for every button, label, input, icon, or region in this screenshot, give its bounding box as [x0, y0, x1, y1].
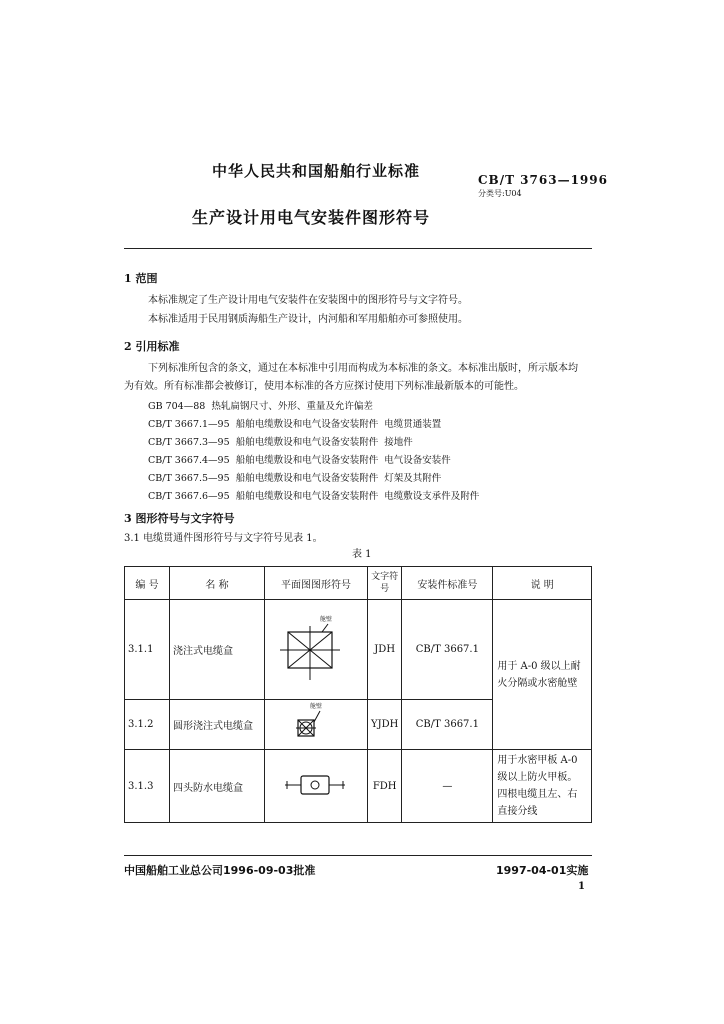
row-code: YJDH	[368, 700, 402, 750]
section-2-line-1: 下列标准所包含的条文，通过在本标准中引用而构成为本标准的条文。本标准出版时，所示版本均	[148, 363, 578, 374]
reference-title: 船舶电缆敷设和电气设备安装附件	[235, 455, 379, 466]
reference-code: CB/T 3667.1—95	[148, 419, 230, 430]
row-code: JDH	[368, 600, 402, 700]
symbol-label: 舱壁	[320, 616, 333, 623]
section-1-heading: 1 范围	[124, 272, 158, 285]
header-no: 编 号	[125, 567, 170, 600]
row-name: 圆形浇注式电缆盒	[170, 700, 265, 750]
approval-line: 中国船舶工业总公司1996-09-03批准	[124, 864, 316, 877]
reference-item	[148, 488, 479, 502]
row-symbol	[265, 600, 368, 700]
section-3-heading: 3 图形符号与文字符号	[124, 512, 235, 525]
reference-title: 船舶电缆敷设和电气设备安装附件	[235, 491, 379, 502]
row-std: CB/T 3667.1	[402, 700, 493, 750]
reference-subtitle: 电缆贯通装置	[384, 419, 442, 430]
symbol-label: 舱壁	[310, 703, 323, 710]
footer-divider	[124, 855, 592, 856]
row-code: FDH	[368, 750, 402, 823]
row-std: CB/T 3667.1	[402, 600, 493, 700]
row-symbol	[265, 750, 368, 823]
table-row	[125, 750, 592, 823]
reference-item	[148, 416, 441, 430]
section-3-1-text: 3.1 电缆贯通件图形符号与文字符号见表 1。	[124, 533, 323, 544]
standard-code: CB/T 3763—1996	[478, 173, 608, 187]
implementation-date: 1997-04-01实施	[496, 864, 589, 877]
table-caption: 表 1	[352, 549, 372, 560]
reference-subtitle: 电气设备安装件	[384, 455, 451, 466]
document-title: 生产设计用电气安装件图形符号	[192, 208, 431, 227]
reference-subtitle: 接地件	[384, 437, 413, 448]
reference-title: 船舶电缆敷设和电气设备安装附件	[235, 473, 379, 484]
reference-item	[148, 452, 451, 466]
row-symbol	[265, 700, 368, 750]
row-desc	[493, 750, 592, 823]
cable-box-symbol-icon	[272, 610, 360, 686]
waterproof-cable-box-symbol-icon	[281, 770, 351, 800]
reference-title: 船舶电缆敷设和电气设备安装附件	[235, 437, 379, 448]
reference-code: CB/T 3667.4—95	[148, 455, 230, 466]
reference-code: GB 704—88	[148, 401, 206, 412]
row-no: 3.1.2	[125, 700, 170, 750]
page-number: 1	[578, 881, 585, 892]
header-code: 文字符号	[368, 567, 402, 600]
classification-code: 分类号:U04	[478, 189, 522, 198]
reference-item	[148, 398, 373, 412]
row-no: 3.1.1	[125, 600, 170, 700]
section-2-line-2: 为有效。所有标准都会被修订，使用本标准的各方应探讨使用下列标准最新版本的可能性。	[124, 381, 524, 392]
section-2-heading: 2 引用标准	[124, 340, 180, 353]
header-divider	[124, 248, 592, 249]
row-std: —	[402, 750, 493, 823]
header-desc: 说 明	[493, 567, 592, 600]
row-desc-line-2: 四根电缆且左、右直接分线	[497, 789, 578, 817]
reference-code: CB/T 3667.3—95	[148, 437, 230, 448]
symbol-table	[124, 566, 592, 823]
standard-org-title: 中华人民共和国船舶行业标准	[212, 162, 421, 180]
reference-code: CB/T 3667.6—95	[148, 491, 230, 502]
section-1-line-1: 本标准规定了生产设计用电气安装件在安装图中的图形符号与文字符号。	[148, 295, 468, 306]
reference-subtitle: 电缆敷设支承件及附件	[384, 491, 480, 502]
header-symbol: 平面图图形符号	[265, 567, 368, 600]
header-std: 安装件标准号	[402, 567, 493, 600]
header-name: 名 称	[170, 567, 265, 600]
section-1-line-2: 本标准适用于民用钢质海船生产设计，内河船和军用船舶亦可参照使用。	[148, 314, 468, 325]
round-cable-box-symbol-icon	[286, 700, 346, 746]
row-name: 四头防水电缆盒	[170, 750, 265, 823]
reference-subtitle: 灯架及其附件	[384, 473, 442, 484]
reference-code: CB/T 3667.5—95	[148, 473, 230, 484]
row-desc-shared: 用于 A-0 级以上耐火分隔或水密舱壁	[493, 600, 592, 750]
reference-title: 船舶电缆敷设和电气设备安装附件	[235, 419, 379, 430]
table-row	[125, 600, 592, 700]
reference-item	[148, 470, 441, 484]
table-header-row	[125, 567, 592, 600]
reference-title: 热轧扁钢尺寸、外形、重量及允许偏差	[211, 401, 373, 412]
row-no: 3.1.3	[125, 750, 170, 823]
row-name: 浇注式电缆盒	[170, 600, 265, 700]
reference-item	[148, 434, 413, 448]
row-desc-line-1: 用于水密甲板 A-0 级以上防火甲板。	[497, 755, 578, 783]
